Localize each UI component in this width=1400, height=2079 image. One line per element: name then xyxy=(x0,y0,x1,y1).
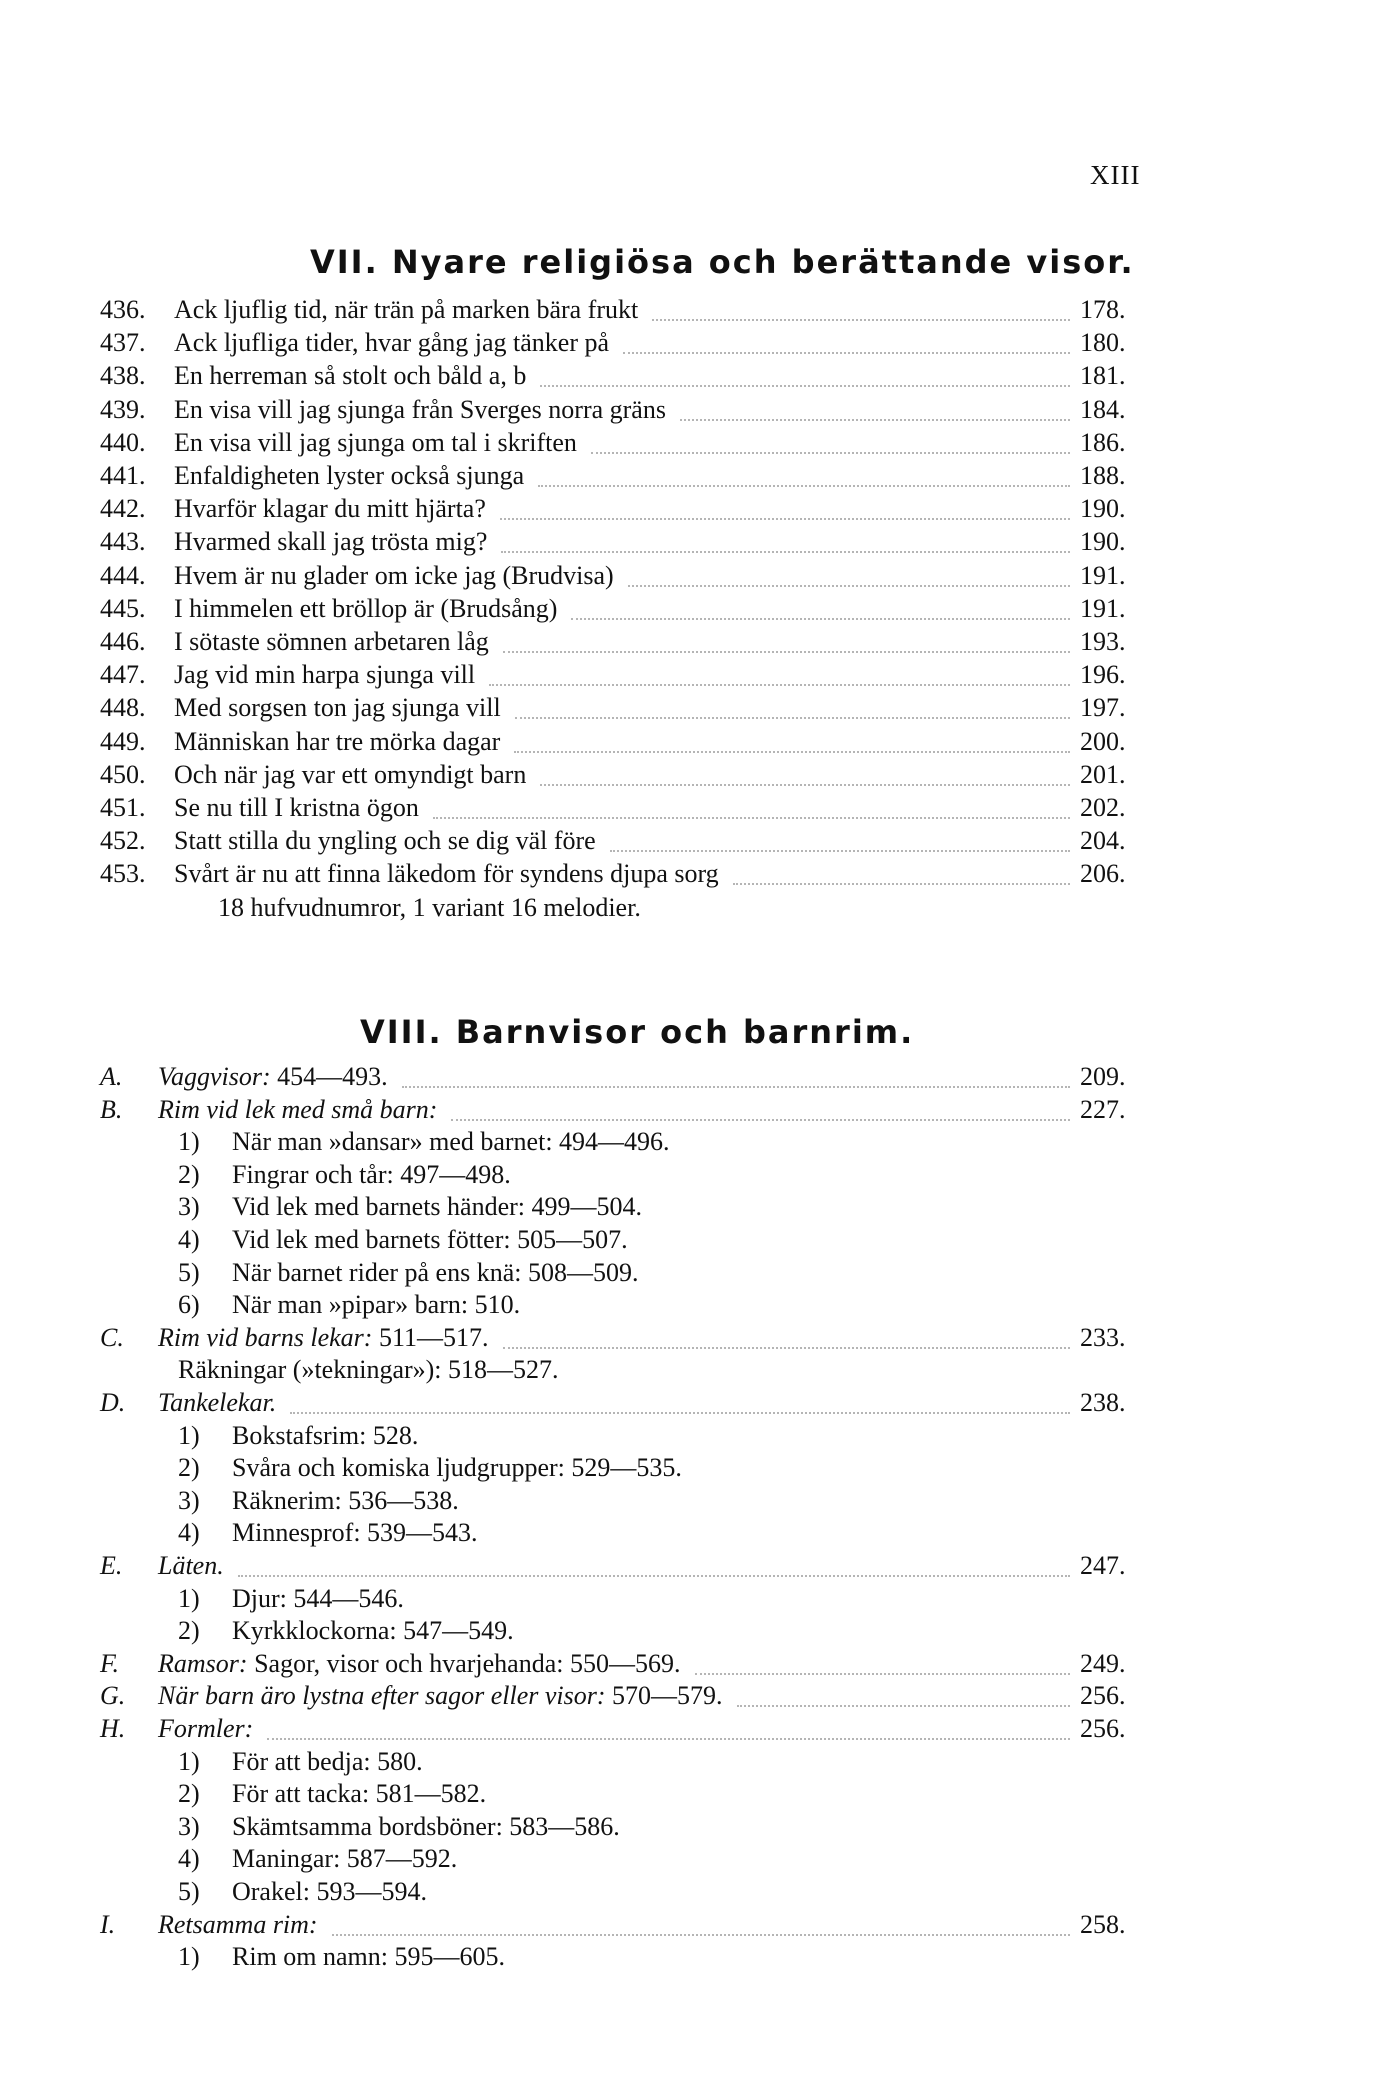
group-letter: D. xyxy=(100,1388,126,1417)
entry-title: I himmelen ett bröllop är (Brudsång) xyxy=(174,593,558,623)
toc-subentry xyxy=(0,1288,1400,1321)
toc-subentry xyxy=(0,1842,1400,1875)
group-heading xyxy=(158,1093,437,1126)
entry-title: Med sorgsen ton jag sjunga vill xyxy=(174,693,501,723)
group-page: 256. xyxy=(1080,1714,1126,1743)
group-letter: B. xyxy=(100,1094,123,1124)
toc-subentry xyxy=(0,1516,1400,1549)
leader-dots xyxy=(652,317,1070,321)
toc-group xyxy=(0,1908,1400,1941)
leader-dots xyxy=(733,881,1070,885)
entry-title: Hvem är nu glader om icke jag (Brudvisa) xyxy=(174,560,614,590)
entry-title: En visa vill jag sjunga om tal i skriften xyxy=(174,427,577,457)
leader-dots xyxy=(503,1345,1070,1349)
entry-number: 446. xyxy=(100,627,146,656)
section-8-numeral: VIII. xyxy=(360,1013,443,1051)
subentry-number: 4) xyxy=(178,1225,200,1254)
subentry-text: Räknerim: 536—538. xyxy=(232,1485,459,1515)
entry-title: Hvarför klagar du mitt hjärta? xyxy=(174,494,486,524)
toc-group xyxy=(0,1712,1400,1745)
entry-title: Enfaldigheten lyster också sjunga xyxy=(174,461,525,490)
subentry-number: 1) xyxy=(178,1420,200,1450)
leader-dots xyxy=(500,516,1070,520)
group-heading xyxy=(158,1712,253,1745)
toc-group xyxy=(0,1549,1400,1582)
subentry-text: Bokstafsrim: 528. xyxy=(232,1420,419,1450)
group-letter: H. xyxy=(100,1714,126,1743)
leader-dots xyxy=(623,350,1070,354)
toc-subentry xyxy=(0,1190,1400,1223)
entry-number: 448. xyxy=(100,693,146,723)
subentry-text: För att bedja: 580. xyxy=(232,1746,423,1776)
leader-dots xyxy=(515,715,1070,719)
subentry-number: 2) xyxy=(178,1159,200,1189)
group-letter: G. xyxy=(100,1681,126,1711)
group-page: 247. xyxy=(1080,1551,1126,1580)
toc-group xyxy=(0,1060,1400,1093)
entry-title: Se nu till I kristna ögon xyxy=(174,793,419,822)
group-letter: F. xyxy=(100,1648,120,1678)
group-title: Ramsor: xyxy=(158,1648,248,1678)
entry-number: 441. xyxy=(100,461,146,490)
entry-page: 200. xyxy=(1080,726,1126,756)
group-range: 454—493. xyxy=(270,1062,388,1091)
leader-dots xyxy=(501,549,1070,553)
leader-dots xyxy=(538,483,1070,487)
entry-page: 186. xyxy=(1080,427,1126,457)
entry-title: Människan har tre mörka dagar xyxy=(174,726,501,756)
toc-entry xyxy=(0,725,1400,758)
group-page: 258. xyxy=(1080,1909,1126,1939)
subentry-number: 1) xyxy=(178,1746,200,1776)
entry-title: Svårt är nu att finna läkedom för syndens djupa sorg xyxy=(174,859,719,889)
toc-subentry xyxy=(0,1940,1400,1973)
subentry-number: 5) xyxy=(178,1257,200,1287)
subentry-text: När man »pipar» barn: 510. xyxy=(232,1290,521,1320)
leader-dots xyxy=(680,417,1070,421)
toc-entry xyxy=(0,459,1400,492)
toc-entry xyxy=(0,857,1400,890)
toc-group xyxy=(0,1093,1400,1126)
leader-dots xyxy=(451,1117,1070,1121)
subentry-text: Maningar: 587—592. xyxy=(232,1844,458,1874)
subentry-text: Fingrar och tår: 497—498. xyxy=(232,1159,511,1189)
group-heading xyxy=(158,1060,388,1093)
entry-page: 180. xyxy=(1080,328,1126,358)
toc-subentry xyxy=(0,1353,1400,1386)
toc-subentry xyxy=(0,1582,1400,1615)
group-page: 227. xyxy=(1080,1094,1126,1124)
summary-text: 18 hufvudnumror, 1 variant 16 melodier. xyxy=(218,892,641,922)
group-title: Retsamma rim: xyxy=(158,1909,318,1939)
entry-title: I sötaste sömnen arbetaren låg xyxy=(174,627,489,656)
subentry-text: Vid lek med barnets fötter: 505—507. xyxy=(232,1225,628,1254)
section-7-title: Nyare religiösa och berättande visor. xyxy=(391,243,1135,281)
subentry-text: För att tacka: 581—582. xyxy=(232,1779,487,1809)
subentry-text: Skämtsamma bordsböner: 583—586. xyxy=(232,1811,620,1841)
group-heading xyxy=(158,1386,276,1419)
entry-page: 190. xyxy=(1080,494,1126,524)
toc-subentry xyxy=(0,1875,1400,1908)
group-range: 511—517. xyxy=(372,1322,489,1352)
entry-number: 440. xyxy=(100,427,146,457)
entry-number: 447. xyxy=(100,660,146,690)
entry-number: 443. xyxy=(100,527,146,557)
subentry-number: 1) xyxy=(178,1127,200,1157)
group-letter: A. xyxy=(100,1062,123,1091)
entry-number: 436. xyxy=(100,295,146,324)
toc-entry xyxy=(0,824,1400,857)
subentry-number: 1) xyxy=(178,1583,200,1613)
entry-number: 442. xyxy=(100,494,146,524)
group-page: 209. xyxy=(1080,1062,1126,1091)
entry-number: 453. xyxy=(100,859,146,889)
toc-subentry xyxy=(0,1745,1400,1778)
toc-entry xyxy=(0,559,1400,592)
leader-dots xyxy=(628,583,1070,587)
subentry-text: Rim om namn: 595—605. xyxy=(232,1942,505,1972)
toc-group xyxy=(0,1386,1400,1419)
section-7-numeral: VII. xyxy=(310,243,379,281)
toc-subentry xyxy=(0,1451,1400,1484)
entry-title: En herreman så stolt och båld a, b xyxy=(174,361,527,391)
toc-subentry xyxy=(0,1125,1400,1158)
group-page: 256. xyxy=(1080,1681,1126,1711)
leader-dots xyxy=(332,1932,1070,1936)
toc-entry xyxy=(0,492,1400,525)
group-title: Tankelekar. xyxy=(158,1388,277,1417)
group-letter: C. xyxy=(100,1322,124,1352)
subentry-text: När man »dansar» med barnet: 494—496. xyxy=(232,1127,670,1157)
subentry-number: 1) xyxy=(178,1942,200,1972)
entry-number: 445. xyxy=(100,593,146,623)
section-summary xyxy=(0,891,1400,924)
leader-dots xyxy=(267,1736,1070,1740)
toc-subentry xyxy=(0,1419,1400,1452)
entry-title: Jag vid min harpa sjunga vill xyxy=(174,660,476,690)
subentry-number: 4) xyxy=(178,1844,200,1874)
leader-dots xyxy=(571,616,1070,620)
toc-entry xyxy=(0,758,1400,791)
leader-dots xyxy=(540,782,1070,786)
toc-entry xyxy=(0,525,1400,558)
subentry-number: 4) xyxy=(178,1518,200,1548)
group-title: Vaggvisor: xyxy=(158,1062,271,1091)
entry-title: Hvarmed skall jag trösta mig? xyxy=(174,527,488,557)
entry-number: 452. xyxy=(100,826,146,856)
group-letter: I. xyxy=(100,1909,116,1939)
toc-group xyxy=(0,1321,1400,1354)
entry-title: Statt stilla du yngling och se dig väl före xyxy=(174,826,596,856)
entry-number: 451. xyxy=(100,793,146,822)
leader-dots xyxy=(238,1573,1070,1577)
subentry-number: 2) xyxy=(178,1453,200,1483)
entry-title: Ack ljufliga tider, hvar gång jag tänker på xyxy=(174,328,610,358)
entry-page: 191. xyxy=(1080,560,1126,590)
entry-page: 184. xyxy=(1080,394,1126,424)
toc-entry xyxy=(0,791,1400,824)
toc-subentry xyxy=(0,1484,1400,1517)
group-range: Sagor, visor och hvarjehanda: 550—569. xyxy=(247,1648,681,1678)
subentry-text: Kyrkklockorna: 547—549. xyxy=(232,1616,514,1646)
entry-number: 438. xyxy=(100,361,146,391)
group-page: 233. xyxy=(1080,1322,1126,1352)
entry-page: 193. xyxy=(1080,627,1126,656)
group-letter: E. xyxy=(100,1551,123,1580)
entry-page: 191. xyxy=(1080,593,1126,623)
leader-dots xyxy=(489,682,1070,686)
toc-group xyxy=(0,1679,1400,1712)
entry-page: 178. xyxy=(1080,295,1126,324)
entry-number: 437. xyxy=(100,328,146,358)
entry-number: 449. xyxy=(100,726,146,756)
entry-page: 196. xyxy=(1080,660,1126,690)
group-title: Rim vid lek med små barn: xyxy=(158,1094,438,1124)
group-title: Formler: xyxy=(158,1714,254,1743)
group-range: 570—579. xyxy=(605,1681,723,1711)
entry-page: 197. xyxy=(1080,693,1126,723)
toc-subentry xyxy=(0,1256,1400,1289)
toc-subentry xyxy=(0,1158,1400,1191)
subentry-text: Minnesprof: 539—543. xyxy=(232,1518,478,1548)
subentry-text: Vid lek med barnets händer: 499—504. xyxy=(232,1192,643,1222)
subentry-text: Svåra och komiska ljudgrupper: 529—535. xyxy=(232,1453,682,1483)
toc-entry xyxy=(0,293,1400,326)
group-heading xyxy=(158,1908,318,1941)
toc-entry xyxy=(0,326,1400,359)
toc-group xyxy=(0,1647,1400,1680)
subentry-text: Djur: 544—546. xyxy=(232,1583,404,1613)
entry-page: 181. xyxy=(1080,361,1126,391)
entry-number: 450. xyxy=(100,759,146,789)
entry-page: 204. xyxy=(1080,826,1126,856)
leader-dots xyxy=(737,1703,1070,1707)
toc-subentry xyxy=(0,1810,1400,1843)
group-page: 249. xyxy=(1080,1648,1126,1678)
subentry-number: 5) xyxy=(178,1877,200,1906)
subentry-text: När barnet rider på ens knä: 508—509. xyxy=(232,1257,639,1287)
subentry-number: 2) xyxy=(178,1779,200,1809)
leader-dots xyxy=(290,1410,1070,1414)
group-heading xyxy=(158,1321,489,1354)
toc-entry xyxy=(0,393,1400,426)
subentry-number: 3) xyxy=(178,1192,200,1222)
leader-dots xyxy=(402,1084,1070,1088)
toc-subentry xyxy=(0,1777,1400,1810)
toc-entry xyxy=(0,592,1400,625)
group-title: Rim vid barns lekar: xyxy=(158,1322,373,1352)
entry-title: Och när jag var ett omyndigt barn xyxy=(174,759,527,789)
entry-page: 206. xyxy=(1080,859,1126,889)
entry-title: Ack ljuflig tid, när trän på marken bära frukt xyxy=(174,295,639,324)
leader-dots xyxy=(591,450,1070,454)
group-heading xyxy=(158,1679,723,1712)
subentry-text: Orakel: 593—594. xyxy=(232,1877,427,1906)
entry-number: 439. xyxy=(100,394,146,424)
entry-title: En visa vill jag sjunga från Sverges norra gräns xyxy=(174,394,666,424)
toc-entry xyxy=(0,691,1400,724)
page-number: XIII xyxy=(1090,160,1141,190)
leader-dots xyxy=(503,649,1070,653)
subentry-number: 3) xyxy=(178,1811,200,1841)
toc-entry xyxy=(0,359,1400,392)
subentry-number: 2) xyxy=(178,1616,200,1646)
toc-subentry xyxy=(0,1614,1400,1647)
leader-dots xyxy=(514,749,1070,753)
toc-subentry xyxy=(0,1223,1400,1256)
entry-number: 444. xyxy=(100,560,146,590)
entry-page: 201. xyxy=(1080,759,1126,789)
toc-entry xyxy=(0,426,1400,459)
entry-page: 202. xyxy=(1080,793,1126,822)
subentry-text: Räkningar (»tekningar»): 518—527. xyxy=(178,1355,559,1385)
section-8-title: Barnvisor och barnrim. xyxy=(455,1013,915,1051)
group-heading xyxy=(158,1549,224,1582)
group-heading xyxy=(158,1647,681,1680)
entry-page: 190. xyxy=(1080,527,1126,557)
leader-dots xyxy=(695,1671,1071,1675)
subentry-number: 3) xyxy=(178,1485,200,1515)
leader-dots xyxy=(433,815,1070,819)
entry-page: 188. xyxy=(1080,461,1126,490)
group-page: 238. xyxy=(1080,1388,1126,1417)
toc-entry xyxy=(0,658,1400,691)
group-title: När barn äro lystna efter sagor eller visor: xyxy=(158,1681,606,1711)
leader-dots xyxy=(540,383,1070,387)
section-7-heading xyxy=(310,243,1135,281)
section-8-heading xyxy=(360,1013,914,1051)
toc-entry xyxy=(0,625,1400,658)
leader-dots xyxy=(610,848,1070,852)
subentry-number: 6) xyxy=(178,1290,200,1320)
group-title: Läten. xyxy=(158,1551,224,1580)
